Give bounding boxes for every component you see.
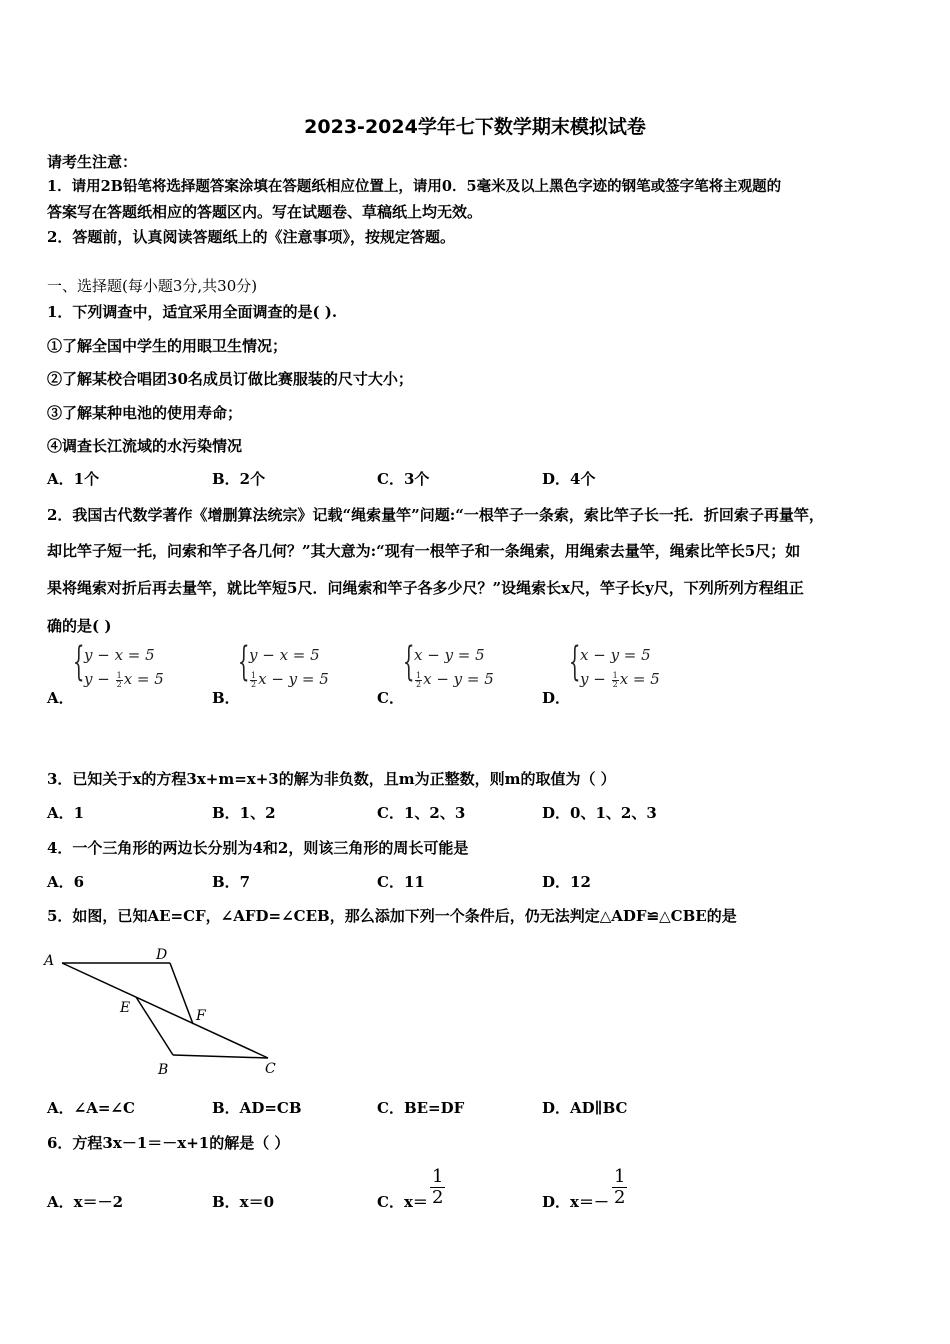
q5-geometry-figure xyxy=(40,945,300,1085)
q3-option-a: A．1 xyxy=(47,804,85,822)
q6-option-c-fraction: 1 2 xyxy=(432,1166,444,1208)
brace-icon: { xyxy=(238,639,250,685)
notice-line-1b: 答案写在答题纸相应的答题区内。写在试题卷、草稿纸上均无效。 xyxy=(47,203,483,221)
q4-option-a: A．6 xyxy=(47,873,85,891)
label-d: D xyxy=(156,947,168,963)
label-e: E xyxy=(120,1000,131,1016)
q2-option-d-system: { x − y = 5 y − $\frac{1}{2}$ x = 5 xyxy=(569,639,660,689)
q6-option-c: C．x＝ xyxy=(377,1193,428,1211)
q1-option-d: D．4个 xyxy=(542,470,596,488)
q1-option-b: B．2个 xyxy=(212,470,266,488)
q2-stem-line-1: 2．我国古代数学著作《增删算法统宗》记载“绳索量竿”问题:“一根竿子一条索，索比竿子长一托．折回索子再量竿， xyxy=(47,506,824,524)
q6-stem: 6．方程3x－1＝－x+1的解是（ ） xyxy=(47,1134,290,1152)
q3-option-c: C．1、2、3 xyxy=(377,804,466,822)
q2-option-c-letter: C． xyxy=(377,689,404,707)
notice-line-1: 1．请用2B铅笔将选择题答案涂填在答题纸相应位置上，请用0．5毫米及以上黑色字迹的钢笔或签字笔将主观题的 xyxy=(47,178,782,195)
q4-stem: 4．一个三角形的两边长分别为4和2，则该三角形的周长可能是 xyxy=(47,839,469,857)
brace-icon: { xyxy=(403,639,415,685)
segment-bc xyxy=(173,1055,268,1058)
label-f: F xyxy=(196,1008,206,1024)
q2-stem-line-3: 果将绳索对折后再去量竿，就比竿短5尺．问绳索和竿子各多少尺？”设绳索长x尺，竿子长y尺，下列所列方程组正 xyxy=(47,579,804,597)
notice-line-2: 2．答题前，认真阅读答题纸上的《注意事项》，按规定答题。 xyxy=(47,228,455,246)
q4-option-d: D．12 xyxy=(542,873,591,891)
q1-item-1: ①了解全国中学生的用眼卫生情况； xyxy=(47,337,288,355)
q2-stem-line-4: 确的是( ) xyxy=(47,617,112,635)
q5-option-b: B．AD=CB xyxy=(212,1099,302,1117)
q1-stem: 1．下列调查中，适宜采用全面调查的是( ). xyxy=(47,303,338,321)
q2-option-b-letter: B． xyxy=(212,689,240,707)
q5-option-a: A．∠A=∠C xyxy=(47,1099,135,1117)
q6-option-d-fraction: 1 2 xyxy=(614,1166,626,1208)
notice-heading: 请考生注意： xyxy=(47,153,138,171)
q3-stem: 3．已知关于x的方程3x+m=x+3的解为非负数，且m为正整数，则m的取值为（ ） xyxy=(47,770,616,788)
q1-item-3: ③了解某种电池的使用寿命； xyxy=(47,404,243,422)
q1-item-4: ④调查长江流域的水污染情况 xyxy=(47,437,243,455)
brace-icon: { xyxy=(569,639,581,685)
page-title: 2023-2024学年七下数学期末模拟试卷 xyxy=(304,116,646,138)
brace-icon: { xyxy=(73,639,85,685)
q4-option-c: C．11 xyxy=(377,873,425,891)
q5-option-c: C．BE=DF xyxy=(377,1099,465,1117)
q4-option-b: B．7 xyxy=(212,873,251,891)
q2-option-b-system: { y − x = 5 $\frac{1}{2}$ x − y = 5 xyxy=(238,639,329,689)
q1-option-c: C．3个 xyxy=(377,470,430,488)
q1-option-a: A．1个 xyxy=(47,470,100,488)
q6-option-d: D．x＝－ xyxy=(542,1193,609,1211)
label-a: A xyxy=(44,953,55,969)
q2-option-c-system: { x − y = 5 $\frac{1}{2}$ x − y = 5 xyxy=(403,639,494,689)
q5-stem: 5．如图，已知AE=CF，∠AFD=∠CEB，那么添加下列一个条件后，仍无法判定△ADF≌△CBE的是 xyxy=(47,907,737,925)
section-heading: 一、选择题(每小题3分,共30分) xyxy=(47,277,258,295)
label-b: B xyxy=(158,1062,169,1078)
q5-option-d: D．AD∥BC xyxy=(542,1099,628,1117)
q2-option-a-system: { y − x = 5 y − $\frac{1}{2}$ x = 5 xyxy=(73,639,164,689)
q2-stem-line-2: 却比竿子短一托，问索和竿子各几何？”其大意为:“现有一根竿子和一条绳索，用绳索去量竿，绳索比竿长5尺；如 xyxy=(47,542,801,560)
q6-option-a: A．x＝－2 xyxy=(47,1193,124,1211)
q1-item-2: ②了解某校合唱团30名成员订做比赛服装的尺寸大小； xyxy=(47,370,413,388)
q2-option-d-letter: D． xyxy=(542,689,571,707)
q2-option-a-letter: A． xyxy=(47,689,74,707)
label-c: C xyxy=(265,1061,276,1077)
q3-option-d: D．0、1、2、3 xyxy=(542,804,657,822)
q3-option-b: B．1、2 xyxy=(212,804,276,822)
q6-option-b: B．x＝0 xyxy=(212,1193,275,1211)
